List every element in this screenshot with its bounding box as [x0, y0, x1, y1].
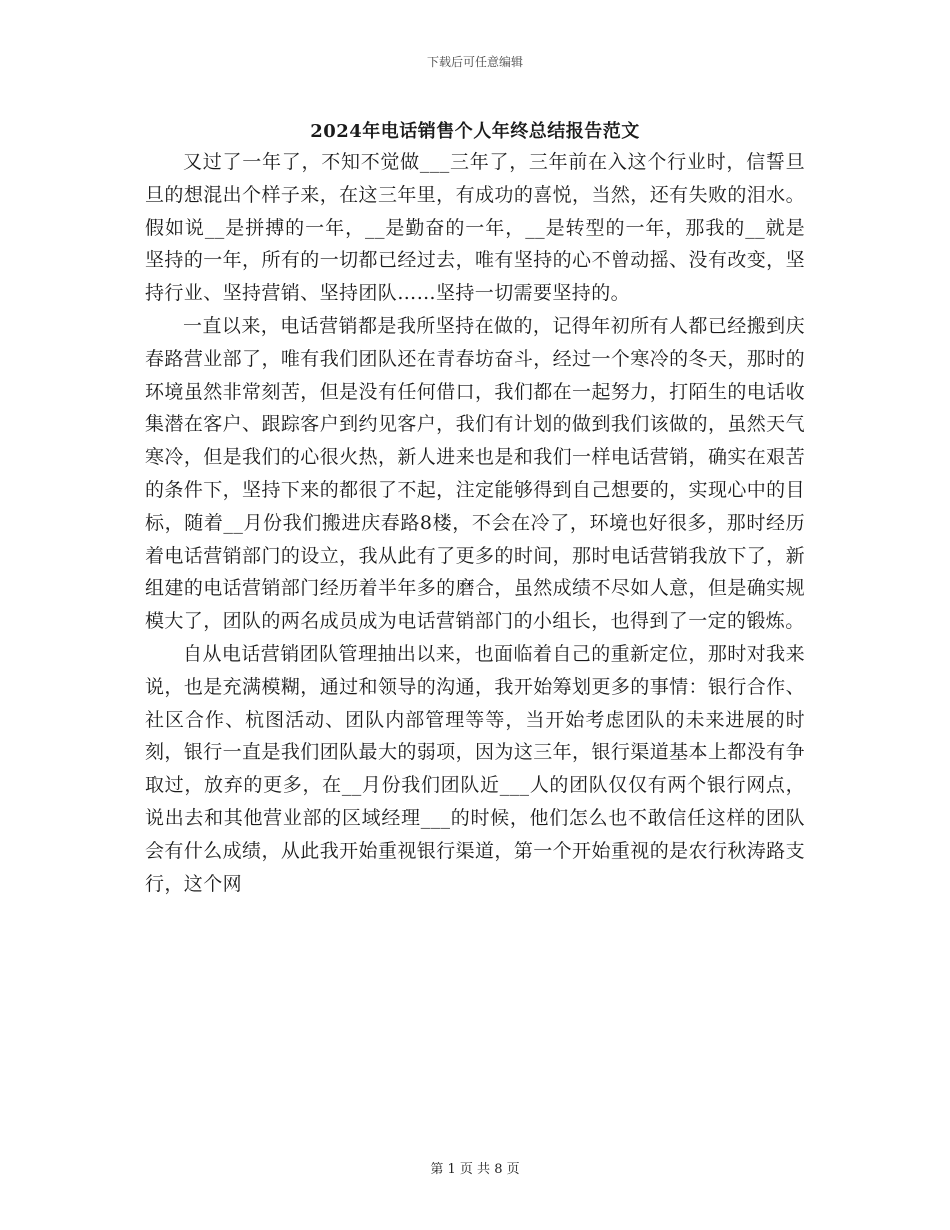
paragraph-2: 一直以来，电话营销都是我所坚持在做的，记得年初所有人都已经搬到庆春路营业部了，唯有我们团队还在青春坊奋斗，经过一个寒冷的冬天，那时的环境虽然非常刻苦，但是没有任何借口，我们都在一起努力，打陌生的电话收集潜在客户、跟踪客户到约见客户，我们有计划的做到我们该做的，虽然天气寒冷，但是我们的心很火热，新人进来也是和我们一样电话营销，确实在艰苦的条件下，坚持下来的都很了不起，注定能够得到自己想要的，实现心中的目标，随着__月份我们搬进庆春路8楼，不会在冷了，环境也好很多，那时经历着电话营销部门的设立，我从此有了更多的时间，那时电话营销我放下了，新组建的电话营销部门经历着半年多的磨合，虽然成绩不尽如人意，但是确实规模大了，团队的两名成员成为电话营销部门的小组长，也得到了一定的锻炼。: [145, 314, 805, 633]
page-number: 第 1 页 共 8 页: [430, 1162, 520, 1177]
document-title: 2024年电话销售个人年终总结报告范文: [310, 121, 640, 142]
page-header-note: 下载后可任意编辑: [426, 55, 523, 69]
document-body: [145, 146, 805, 900]
paragraph-1: 又过了一年了，不知不觉做___三年了，三年前在入这个行业时，信誓旦旦的想混出个样子来，在这三年里，有成功的喜悦，当然，还有失败的泪水。假如说__是拼搏的一年，__是勤奋的一年，__是转型的一年，那我的__就是坚持的一年，所有的一切都已经过去，唯有坚持的心不曾动摇、没有改变，坚持行业、坚持营销、坚持团队……坚持一切需要坚持的。: [145, 151, 805, 305]
paragraph-3: 自从电话营销团队管理抽出以来，也面临着自己的重新定位，那时对我来说，也是充满模糊，通过和领导的沟通，我开始筹划更多的事情：银行合作、社区合作、杭图活动、团队内部管理等等，当开始考虑团队的未来进展的时刻，银行一直是我们团队最大的弱项，因为这三年，银行渠道基本上都没有争取过，放弃的更多，在__月份我们团队近___人的团队仅仅有两个银行网点，说出去和其他营业部的区域经理___的时候，他们怎么也不敢信任这样的团队会有什么成绩，从此我开始重视银行渠道，第一个开始重视的是农行秋涛路支行，这个网: [145, 642, 805, 895]
